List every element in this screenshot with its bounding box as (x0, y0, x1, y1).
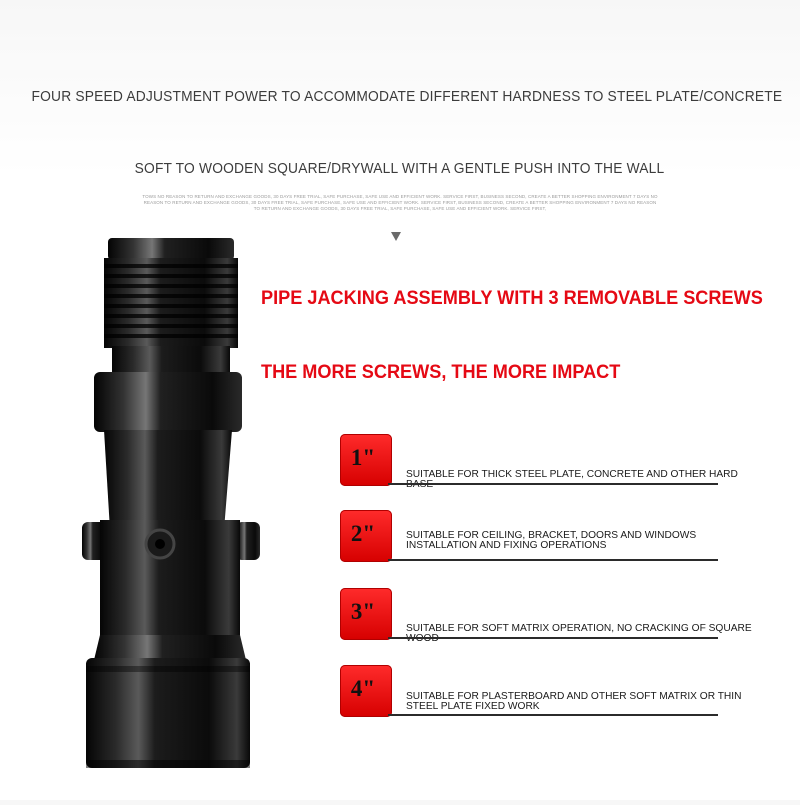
spec-badge-2: 2" (340, 510, 392, 562)
headline-speed-adjustment: FOUR SPEED ADJUSTMENT POWER TO ACCOMMODATE DIFFERENT HARDNESS TO STEEL PLATE/CONCRETE (31, 88, 783, 105)
spec-row-1 (340, 434, 738, 486)
headline-soft-push: SOFT TO WOODEN SQUARE/DRYWALL WITH A GENTLE PUSH INTO THE WALL (134, 160, 665, 177)
spec-text-4: SUITABLE FOR PLASTERBOARD AND OTHER SOFT MATRIX OR THIN STEEL PLATE FIXED WORK (406, 691, 742, 712)
spec-divider (388, 559, 718, 561)
down-triangle-icon (391, 232, 401, 241)
thread-section (104, 258, 238, 348)
impact-title: THE MORE SCREWS, THE MORE IMPACT (261, 361, 621, 383)
jackhammer-adapter-image (60, 230, 290, 800)
spec-text-3: SUITABLE FOR SOFT MATRIX OPERATION, NO CRACKING OF SQUARE (406, 623, 752, 634)
spec-badge-3: 3" (340, 588, 392, 640)
spec-row-2 (340, 510, 720, 562)
spec-text-2: SUITABLE FOR CEILING, BRACKET, DOORS AND WINDOWS INSTALLATION AND FIXING OPERATIONS (406, 530, 697, 551)
spec-divider (388, 483, 718, 485)
spec-badge-4: 4" (340, 665, 392, 717)
spec-divider (388, 714, 718, 716)
spec-row-4 (340, 665, 742, 717)
spec-text-1: SUITABLE FOR THICK STEEL PLATE, CONCRETE AND OTHER HARD (406, 469, 738, 480)
fine-print-text: TOWS NO REASON TO RETURN AND EXCHANGE GOODS, 30 DAYS FREE TRIAL, SAFE PURCHASE, SAFE USE AND EFFICIENT WORK. SERVICE FIRST, BUSINESS SECOND, CREATE A BETTER SHOPPING ENVIRONMENT 7 DAYS NO REASON TO RETURN AND EXCHANGE GOODS, 30 DAYS FREE TRIAL, SAFE PURCHASE, SAFE USE AND EFFICIENT WORK. SERVICE FIRST, BUSINESS SECOND, CREATE A BETTER SHOPPING ENVIRONMENT 7 DAYS NO REASON TO RETURN AND EXCHANGE GOODS, 30 DAYS FREE TRIAL, SAFE PURCHASE, SAFE USE AND EFFICIENT WORK. SERVICE FIRST, (142, 194, 658, 211)
spec-row-3 (340, 588, 752, 640)
assembly-title: PIPE JACKING ASSEMBLY WITH 3 REMOVABLE SCREWS (261, 287, 763, 309)
spec-divider (388, 637, 718, 639)
spec-badge-1: 1" (340, 434, 392, 486)
